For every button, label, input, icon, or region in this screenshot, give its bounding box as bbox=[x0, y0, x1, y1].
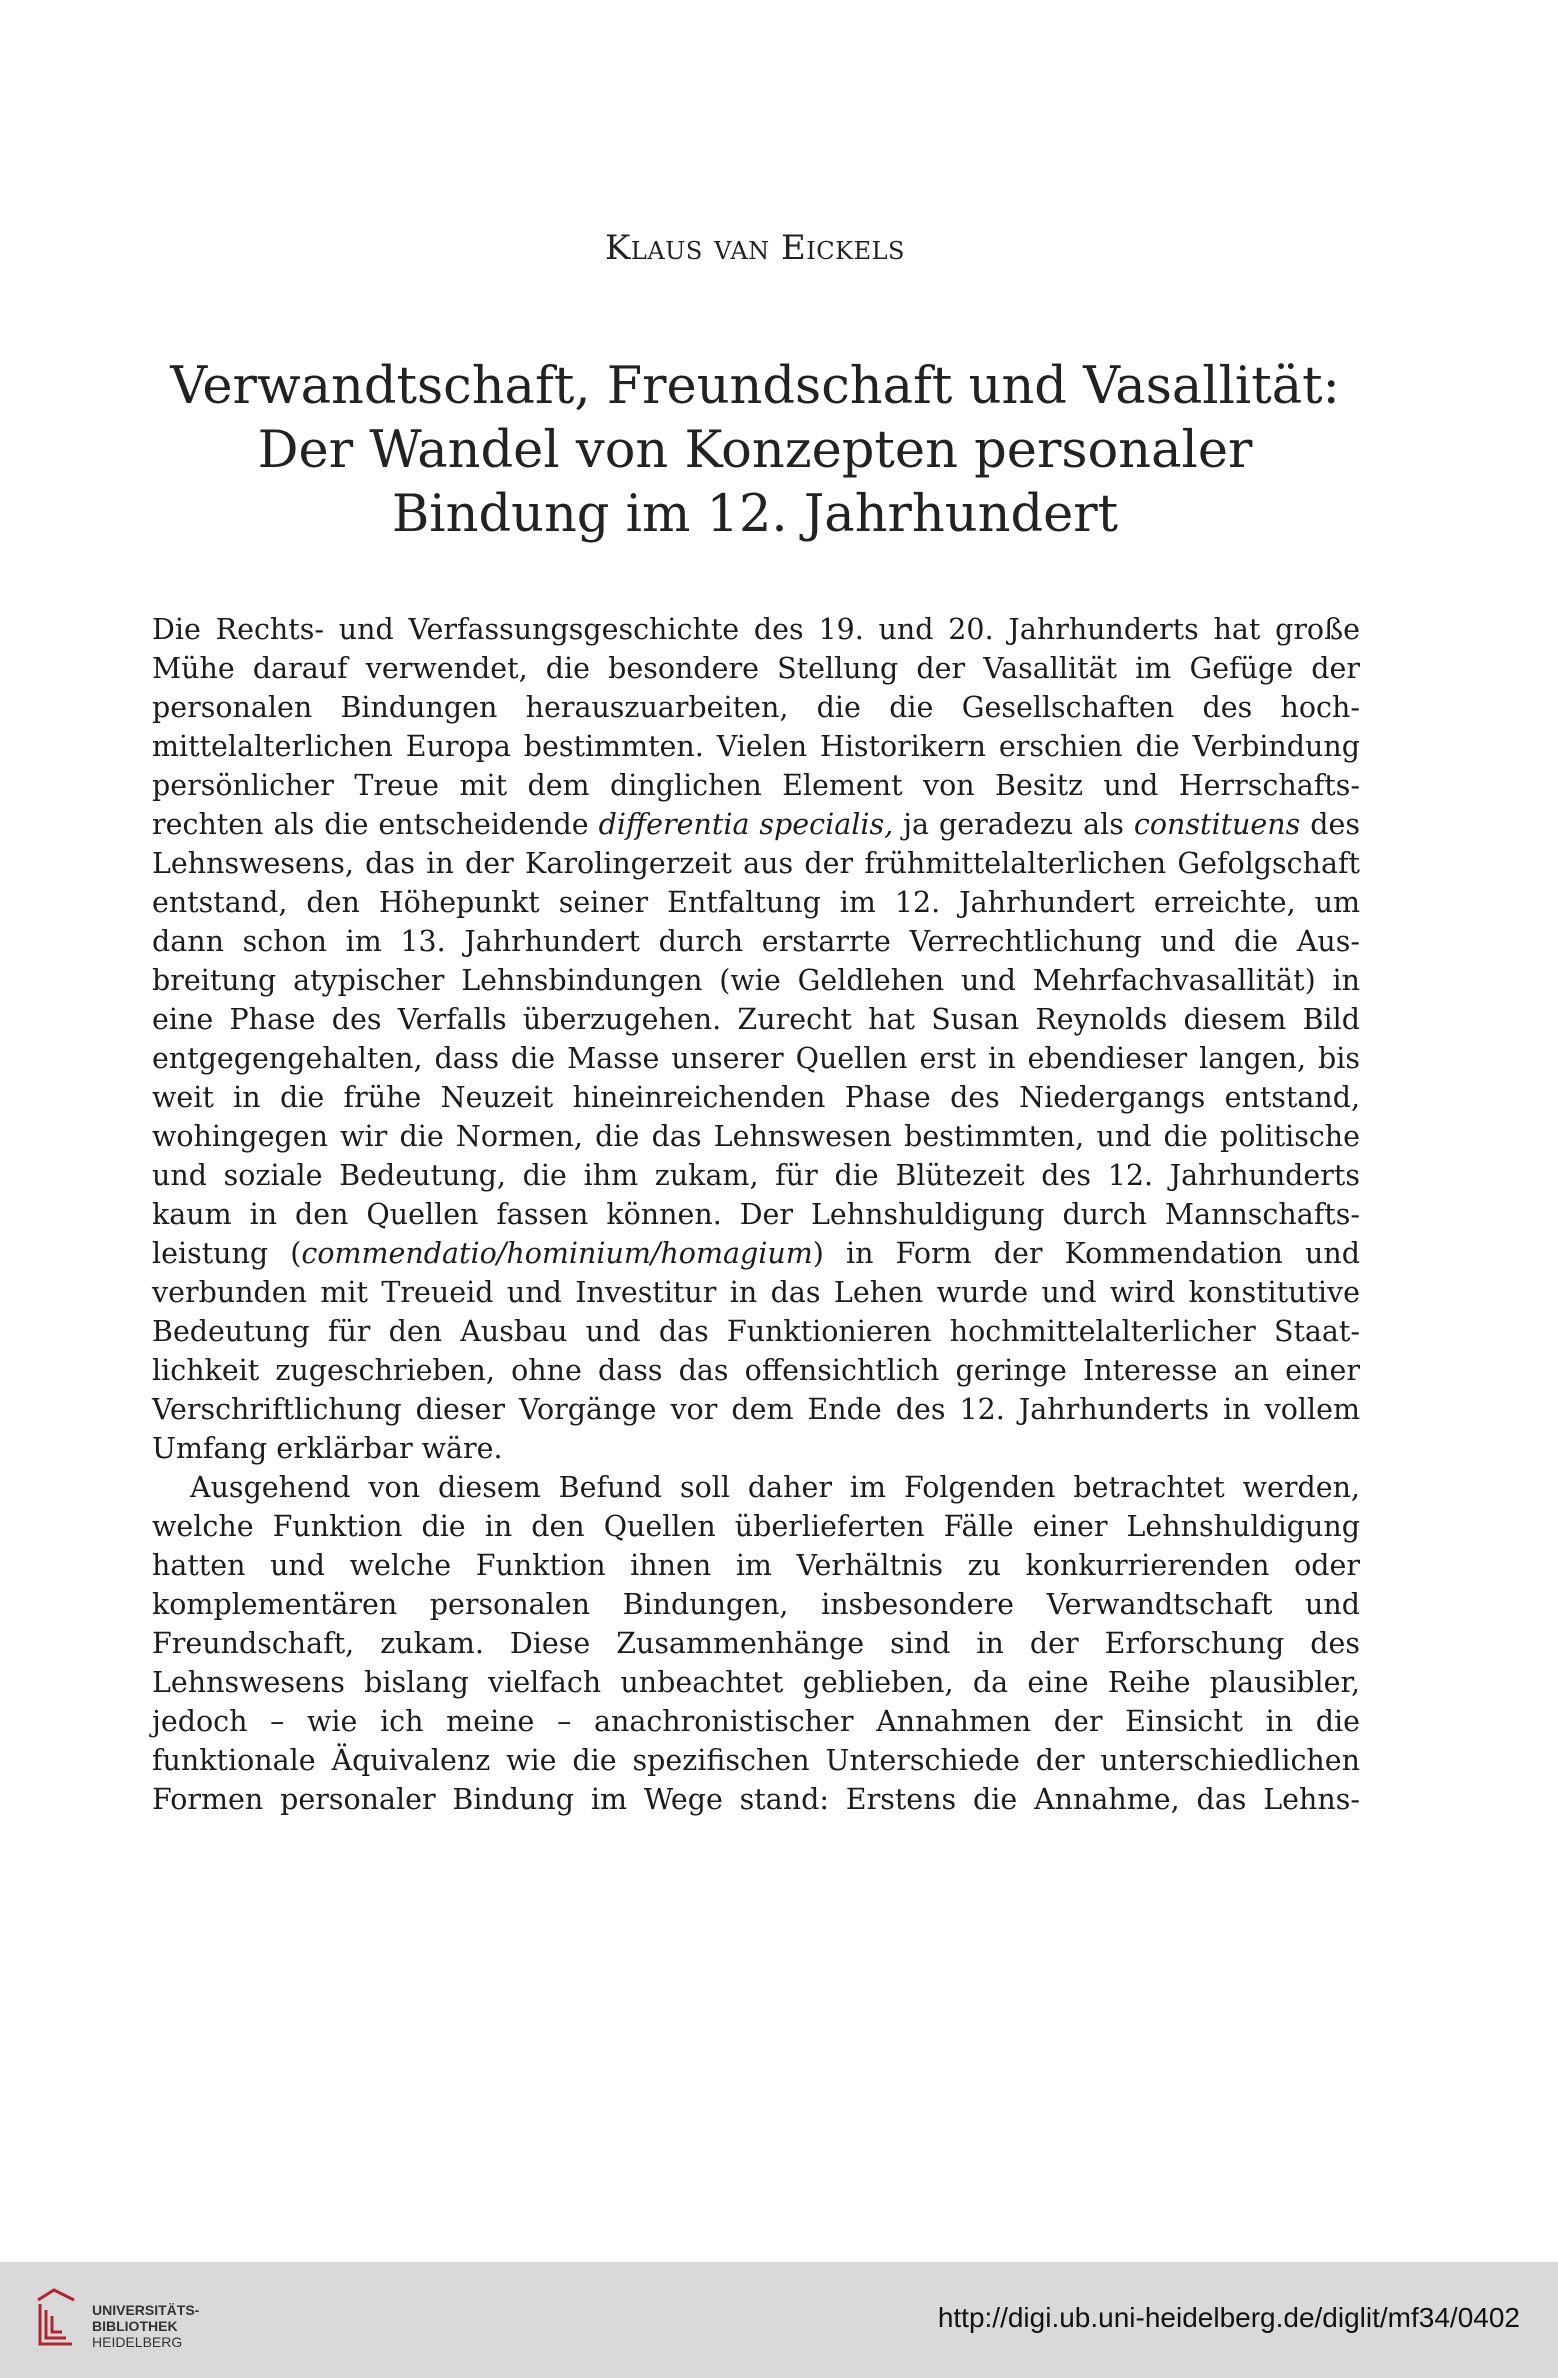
text-line: dann schon im 13. Jahrhundert durch erstarrte Verrechtlichung und die Aus- bbox=[152, 925, 1360, 958]
text-line: eine Phase des Verfalls überzugehen. Zurecht hat Susan Reynolds diesem Bild bbox=[152, 1003, 1360, 1036]
library-logo-text bbox=[92, 2302, 199, 2350]
text-line: Bedeutung für den Ausbau und das Funktionieren hochmittelalterlicher Staat- bbox=[152, 1315, 1360, 1348]
text-line: mittelalterlichen Europa bestimmten. Vielen Historikern erschien die Verbindung bbox=[152, 730, 1360, 763]
text-line: welche Funktion die in den Quellen überlieferten Fälle einer Lehnshuldigung bbox=[152, 1510, 1360, 1543]
paragraph-1 bbox=[152, 610, 1360, 1468]
text-line bbox=[152, 805, 1360, 844]
text-line: persönlicher Treue mit dem dinglichen Element von Besitz und Herrschafts- bbox=[152, 769, 1360, 802]
text-line: weit in die frühe Neuzeit hineinreichenden Phase des Niedergangs entstand, bbox=[152, 1081, 1360, 1114]
text-line: Lehnswesens, das in der Karolingerzeit aus der frühmittelalterlichen Gefolgschaft bbox=[152, 847, 1360, 880]
title-line-1: Verwandtschaft, Freundschaft und Vasallität: bbox=[170, 357, 1340, 416]
text-segment: leistung ( bbox=[152, 1237, 302, 1270]
text-line: hatten und welche Funktion ihnen im Verhältnis zu konkurrierenden oder bbox=[152, 1549, 1360, 1582]
text-line: breitung atypischer Lehnsbindungen (wie Geldlehen und Mehrfachvasallität) in bbox=[152, 964, 1360, 997]
text-segment: ) in Form der Kommendation und bbox=[812, 1237, 1360, 1270]
text-line: Mühe darauf verwendet, die besondere Stellung der Vasallität im Gefüge der bbox=[152, 652, 1360, 685]
author-name: Klaus van Eickels bbox=[605, 228, 905, 268]
text-line: entstand, den Höhepunkt seiner Entfaltung im 12. Jahrhundert erreichte, um bbox=[152, 886, 1360, 919]
text-segment: rechten als die entscheidende bbox=[152, 808, 599, 841]
library-logo-icon bbox=[34, 2286, 78, 2350]
article-title bbox=[0, 355, 1510, 547]
text-line: personalen Bindungen herauszuarbeiten, die die Gesellschaften des hoch- bbox=[152, 691, 1360, 724]
italic-term: commendatio/hominium/homagium bbox=[301, 1237, 813, 1270]
text-line: Die Rechts- und Verfassungsgeschichte des 19. und 20. Jahrhunderts hat große bbox=[152, 613, 1360, 646]
text-line: funktionale Äquivalenz wie die spezifischen Unterschiede der unterschiedlichen bbox=[152, 1744, 1360, 1777]
title-line-2: Der Wandel von Konzepten personaler bbox=[257, 421, 1253, 480]
text-line: Verschriftlichung dieser Vorgänge vor dem Ende des 12. Jahrhunderts in vollem bbox=[152, 1393, 1360, 1426]
text-line: wohingegen wir die Normen, die das Lehnswesen bestimmten, und die politische bbox=[152, 1120, 1360, 1153]
library-footer bbox=[0, 2262, 1558, 2378]
title-line-3: Bindung im 12. Jahrhundert bbox=[391, 485, 1119, 544]
text-line: Ausgehend von diesem Befund soll daher im Folgenden betrachtet werden, bbox=[190, 1471, 1360, 1504]
logo-line-2: BIBLIOTHEK bbox=[92, 2318, 178, 2334]
logo-line-3: HEIDELBERG bbox=[92, 2334, 183, 2350]
text-line: jedoch – wie ich meine – anachronistischer Annahmen der Einsicht in die bbox=[152, 1705, 1360, 1738]
italic-term: differentia specialis, bbox=[598, 808, 894, 841]
text-line: und soziale Bedeutung, die ihm zukam, für die Blütezeit des 12. Jahrhunderts bbox=[152, 1159, 1360, 1192]
text-line bbox=[152, 1234, 1360, 1273]
text-line: verbunden mit Treueid und Investitur in das Lehen wurde und wird konstitutive bbox=[152, 1276, 1360, 1309]
italic-term: constituens bbox=[1133, 808, 1301, 841]
text-segment: ja geradezu als bbox=[893, 808, 1134, 841]
text-line: Freundschaft, zukam. Diese Zusammenhänge sind in der Erforschung des bbox=[152, 1627, 1360, 1660]
paragraph-2 bbox=[152, 1468, 1360, 1819]
body-text bbox=[152, 610, 1360, 1819]
text-line: entgegengehalten, dass die Masse unserer Quellen erst in ebendieser langen, bis bbox=[152, 1042, 1360, 1075]
text-line: Umfang erklärbar wäre. bbox=[152, 1432, 503, 1465]
permalink-url[interactable]: http://digi.ub.uni-heidelberg.de/diglit/mf34/0402 bbox=[937, 2302, 1520, 2333]
text-line: Lehnswesens bislang vielfach unbeachtet geblieben, da eine Reihe plausibler, bbox=[152, 1666, 1360, 1699]
text-line: lichkeit zugeschrieben, ohne dass das offensichtlich geringe Interesse an einer bbox=[152, 1354, 1360, 1387]
logo-line-1: UNIVERSITÄTS- bbox=[92, 2302, 200, 2318]
text-line: komplementären personalen Bindungen, insbesondere Verwandtschaft und bbox=[152, 1588, 1360, 1621]
text-line: Formen personaler Bindung im Wege stand: Erstens die Annahme, das Lehns- bbox=[152, 1783, 1360, 1816]
text-line: kaum in den Quellen fassen können. Der Lehnshuldigung durch Mannschafts- bbox=[152, 1198, 1360, 1231]
text-segment: des bbox=[1300, 808, 1360, 841]
